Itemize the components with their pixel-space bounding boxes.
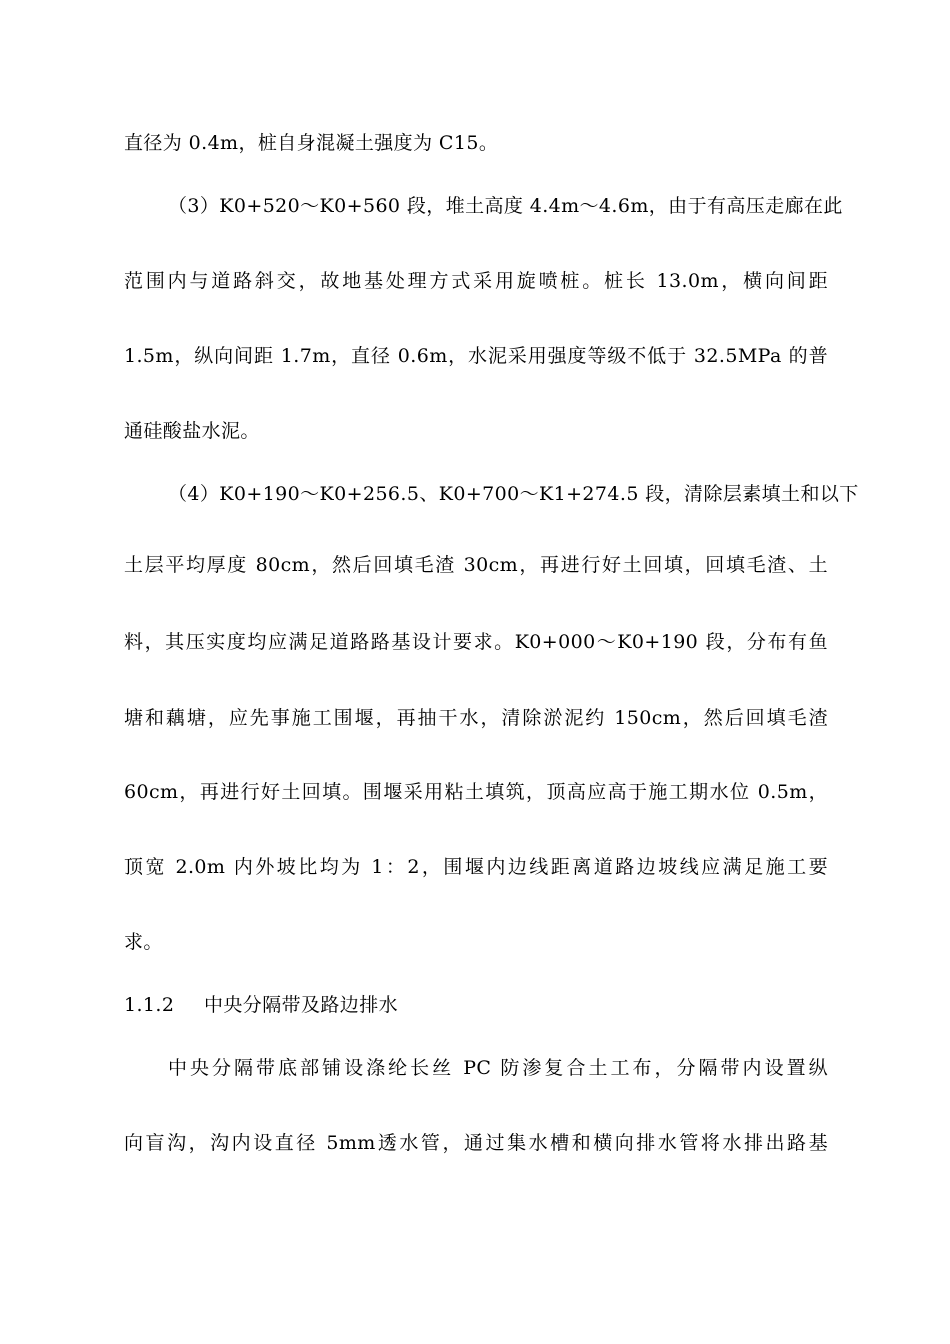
text-line: 顶宽 2.0m 内外坡比均为 1：2，围堰内边线距离道路边坡线应满足施工要 bbox=[124, 856, 828, 878]
text-line: 范围内与道路斜交，故地基处理方式采用旋喷桩。桩长 13.0m，横向间距 bbox=[124, 270, 828, 292]
section-title: 中央分隔带及路边排水 bbox=[204, 994, 399, 1016]
text-line: 塘和藕塘，应先事施工围堰，再抽干水，清除淤泥约 150cm，然后回填毛渣 bbox=[124, 707, 828, 729]
text-line: （3）K0+520～K0+560 段，堆土高度 4.4m～4.6m，由于有高压走廊在此 bbox=[168, 195, 843, 217]
text-line: 中央分隔带底部铺设涤纶长丝 PC 防渗复合土工布，分隔带内设置纵 bbox=[168, 1057, 828, 1079]
text-line: 1.5m，纵向间距 1.7m，直径 0.6m，水泥采用强度等级不低于 32.5MPa 的普 bbox=[124, 345, 828, 367]
text-line: 向盲沟，沟内设直径 5mm透水管，通过集水槽和横向排水管将水排出路基 bbox=[124, 1132, 828, 1154]
text-line: 60cm，再进行好土回填。围堰采用粘土填筑，顶高应高于施工期水位 0.5m， bbox=[124, 781, 828, 803]
text-line: 通硅酸盐水泥。 bbox=[124, 420, 260, 442]
text-line: （4）K0+190～K0+256.5、K0+700～K1+274.5 段，清除层素填土和以下 bbox=[168, 483, 859, 505]
section-number: 1.1.2 bbox=[124, 994, 175, 1016]
text-line: 求。 bbox=[124, 931, 163, 953]
section-heading bbox=[124, 993, 398, 1017]
text-line: 土层平均厚度 80cm，然后回填毛渣 30cm，再进行好土回填，回填毛渣、土 bbox=[124, 554, 828, 576]
text-line: 料，其压实度均应满足道路路基设计要求。K0+000～K0+190 段，分布有鱼 bbox=[124, 631, 828, 653]
text-line: 直径为 0.4m，桩自身混凝土强度为 C15。 bbox=[124, 132, 499, 154]
